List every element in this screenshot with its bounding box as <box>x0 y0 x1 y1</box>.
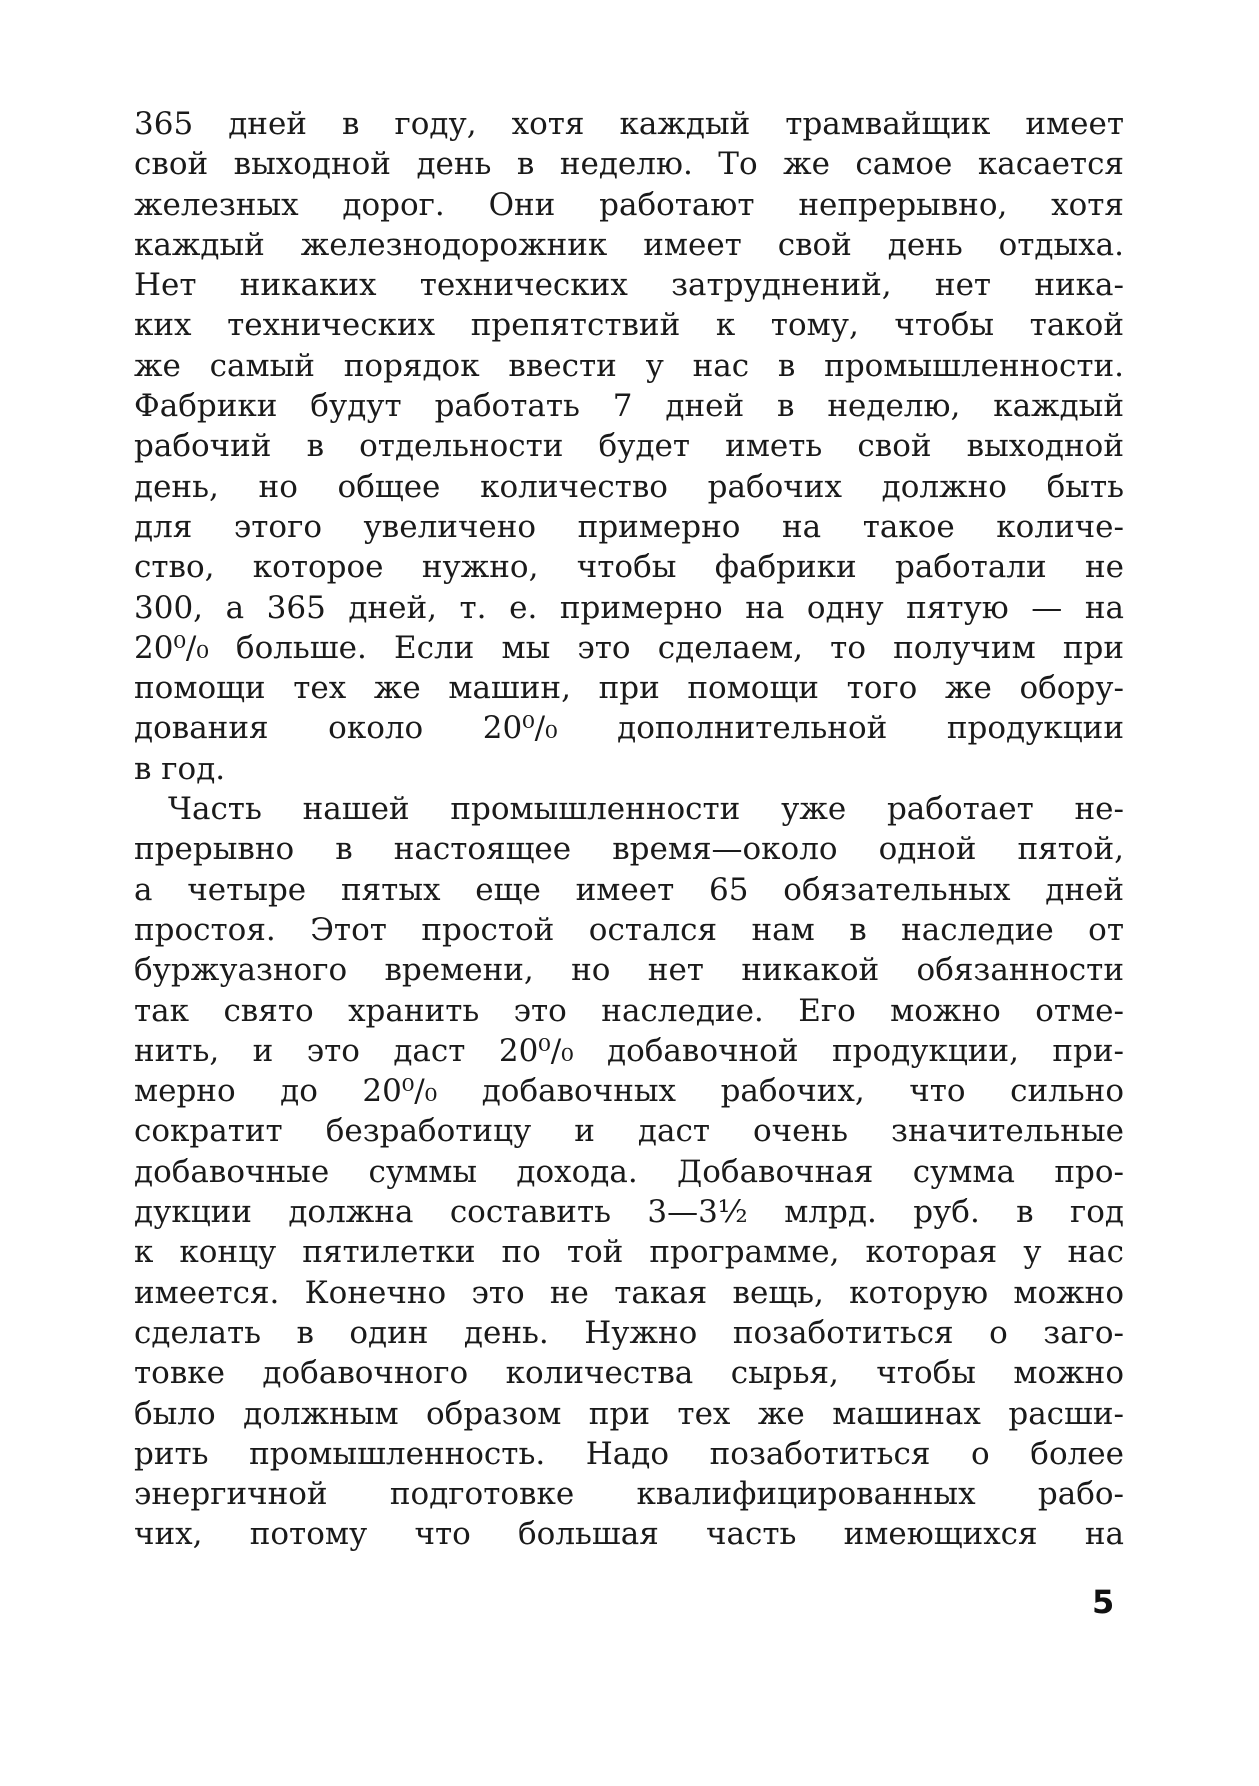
text-line: чих, потому что большая часть имеющихся на <box>134 1516 1124 1553</box>
text-line: свой выходной день в неделю. То же самое касается <box>134 146 1124 183</box>
text-line: рабочий в отдельности будет иметь свой выходной <box>134 428 1124 465</box>
text-line: буржуазного времени, но нет никакой обязанности <box>134 952 1124 989</box>
text-line: нить, и это даст 20⁰/₀ добавочной продукции, при- <box>134 1032 1124 1069</box>
text-line: помощи тех же машин, при помощи того же обору- <box>134 670 1124 707</box>
text-line: ких технических препятствий к тому, чтобы такой <box>134 307 1124 344</box>
text-line: Фабрики будут работать 7 дней в неделю, каждый <box>134 388 1124 425</box>
paragraph-first-line: Часть нашей промышленности уже работает не- <box>168 791 1124 828</box>
text-line: для этого увеличено примерно на такое количе- <box>134 508 1124 545</box>
text-line: железных дорог. Они работают непрерывно, хотя <box>134 186 1124 223</box>
text-line: 20⁰/₀ больше. Если мы это сделаем, то получим при <box>134 629 1124 666</box>
text-line: каждый железнодорожник имеет свой день отдыха. <box>134 226 1124 263</box>
text-line: прерывно в настоящее время—около одной пятой, <box>134 831 1124 868</box>
text-line: товке добавочного количества сырья, чтобы можно <box>134 1355 1124 1392</box>
text-line: так свято хранить это наследие. Его можно отме- <box>134 992 1124 1029</box>
text-line: было должным образом при тех же машинах расши- <box>134 1395 1124 1432</box>
text-line: простоя. Этот простой остался нам в наследие от <box>134 911 1124 948</box>
text-line: а четыре пятых еще имеет 65 обязательных дней <box>134 871 1124 908</box>
text-line: дукции должна составить 3—3½ млрд. руб. в год <box>134 1194 1124 1231</box>
text-line: к концу пятилетки по той программе, которая у нас <box>134 1234 1124 1271</box>
page-number: 5 <box>1092 1583 1115 1621</box>
text-line: 365 дней в году, хотя каждый трамвайщик имеет <box>134 106 1124 142</box>
body-text <box>134 104 1124 1555</box>
text-line: 300, а 365 дней, т. е. примерно на одну пятую — на <box>134 589 1124 626</box>
text-line: же самый порядок ввести у нас в промышленности. <box>134 347 1124 384</box>
text-line: в год. <box>134 750 226 787</box>
text-line: рить промышленность. Надо позаботиться о более <box>134 1435 1124 1472</box>
text-line: дования около 20⁰/₀ дополнительной продукции <box>134 710 1124 747</box>
text-line: Нет никаких технических затруднений, нет ника- <box>134 267 1124 304</box>
text-line: ство, которое нужно, чтобы фабрики работали не <box>134 549 1124 586</box>
text-line: имеется. Конечно это не такая вещь, которую можно <box>134 1274 1124 1311</box>
text-line: энергичной подготовке квалифицированных рабо- <box>134 1476 1124 1513</box>
text-line: добавочные суммы дохода. Добавочная сумма про- <box>134 1153 1124 1190</box>
text-line: сократит безработицу и даст очень значительные <box>134 1113 1124 1150</box>
text-line: день, но общее количество рабочих должно быть <box>134 468 1124 505</box>
text-line: мерно до 20⁰/₀ добавочных рабочих, что сильно <box>134 1073 1124 1110</box>
text-line: сделать в один день. Нужно позаботиться о заго- <box>134 1314 1124 1351</box>
